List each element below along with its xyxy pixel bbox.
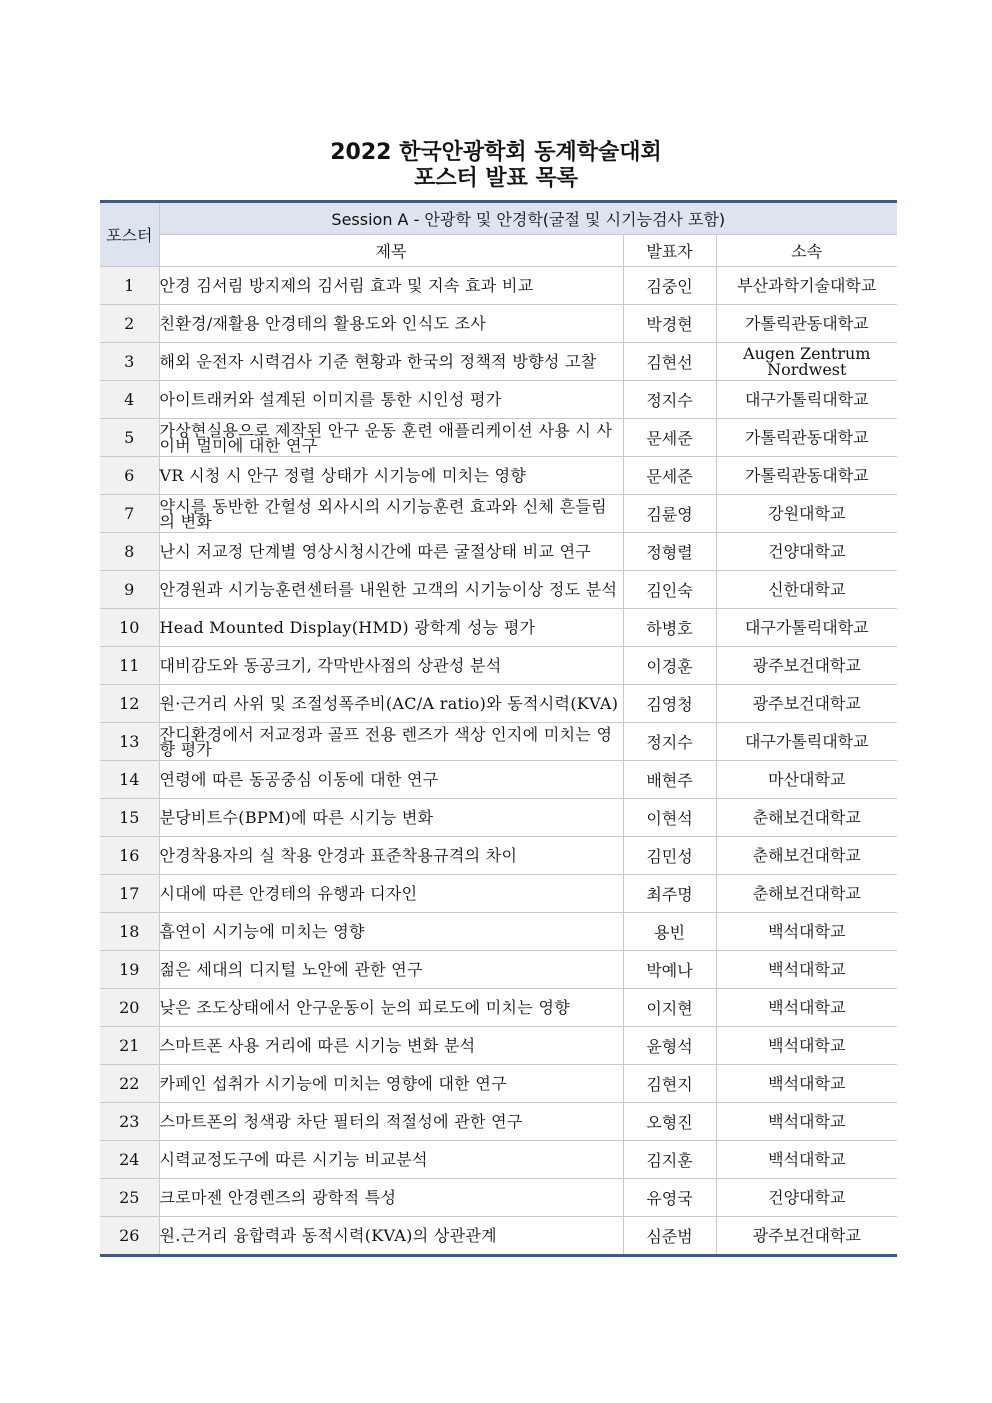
- presenter-name: 정지수: [623, 381, 716, 419]
- affiliation-name: 백석대학교: [716, 1065, 897, 1103]
- table-row: [100, 1103, 897, 1141]
- poster-title: 가상현실용으로 제작된 안구 운동 훈련 애플리케이션 사용 시 사이버 멀미에 대한 연구: [159, 419, 623, 457]
- affiliation-name: 대구가톨릭대학교: [716, 381, 897, 419]
- table-row: [100, 647, 897, 685]
- presenter-name: 김현지: [623, 1065, 716, 1103]
- table-row: [100, 343, 897, 381]
- affiliation-name: 춘해보건대학교: [716, 875, 897, 913]
- poster-number: 24: [100, 1141, 159, 1179]
- affiliation-name: 건양대학교: [716, 1179, 897, 1217]
- table-row: [100, 1217, 897, 1256]
- presenter-name: 최주명: [623, 875, 716, 913]
- affiliation-name: 백석대학교: [716, 913, 897, 951]
- poster-title: 흡연이 시기능에 미치는 영향: [159, 913, 623, 951]
- presenter-name: 이지현: [623, 989, 716, 1027]
- presenter-name: 심준범: [623, 1217, 716, 1256]
- poster-number: 17: [100, 875, 159, 913]
- presenter-name: 정지수: [623, 723, 716, 761]
- affiliation-name: 가톨릭관동대학교: [716, 457, 897, 495]
- affiliation-name: 광주보건대학교: [716, 685, 897, 723]
- poster-number: 11: [100, 647, 159, 685]
- presenter-name: 박경현: [623, 305, 716, 343]
- presenter-name: 하병호: [623, 609, 716, 647]
- table-row: [100, 571, 897, 609]
- poster-title: 원.근거리 융합력과 동적시력(KVA)의 상관관계: [159, 1217, 623, 1256]
- poster-rows: [100, 267, 897, 1256]
- table-row: [100, 305, 897, 343]
- poster-title: 대비감도와 동공크기, 각막반사점의 상관성 분석: [159, 647, 623, 685]
- poster-title: 안경착용자의 실 착용 안경과 표준착용규격의 차이: [159, 837, 623, 875]
- affiliation-name: 마산대학교: [716, 761, 897, 799]
- poster-title: VR 시청 시 안구 정렬 상태가 시기능에 미치는 영향: [159, 457, 623, 495]
- table-row: [100, 267, 897, 305]
- poster-number: 3: [100, 343, 159, 381]
- table-row: [100, 609, 897, 647]
- table-row: [100, 419, 897, 457]
- poster-title: 잔디환경에서 저교정과 골프 전용 렌즈가 색상 인지에 미치는 영향 평가: [159, 723, 623, 761]
- presenter-name: 김인숙: [623, 571, 716, 609]
- poster-title: 카페인 섭취가 시기능에 미치는 영향에 대한 연구: [159, 1065, 623, 1103]
- poster-title: 젊은 세대의 디지털 노안에 관한 연구: [159, 951, 623, 989]
- presenter-name: 정형렬: [623, 533, 716, 571]
- document-subtitle: 포스터 발표 목록: [413, 166, 579, 191]
- poster-number: 7: [100, 495, 159, 533]
- presenter-name: 이현석: [623, 799, 716, 837]
- presenter-name: 오형진: [623, 1103, 716, 1141]
- affiliation-name: 백석대학교: [716, 989, 897, 1027]
- presenter-name: 배현주: [623, 761, 716, 799]
- poster-title: 낮은 조도상태에서 안구운동이 눈의 피로도에 미치는 영향: [159, 989, 623, 1027]
- poster-title: 크로마젠 안경렌즈의 광학적 특성: [159, 1179, 623, 1217]
- affiliation-name: 가톨릭관동대학교: [716, 419, 897, 457]
- poster-number: 2: [100, 305, 159, 343]
- poster-title: 약시를 동반한 간헐성 외사시의 시기능훈련 효과와 신체 흔들림의 변화: [159, 495, 623, 533]
- poster-title: 시대에 따른 안경테의 유행과 디자인: [159, 875, 623, 913]
- affiliation-name: 건양대학교: [716, 533, 897, 571]
- presenter-name: 문세준: [623, 457, 716, 495]
- table-row: [100, 951, 897, 989]
- poster-title: 스마트폰의 청색광 차단 필터의 적절성에 관한 연구: [159, 1103, 623, 1141]
- poster-title: 원·근거리 사위 및 조절성폭주비(AC/A ratio)와 동적시력(KVA): [159, 685, 623, 723]
- poster-number: 6: [100, 457, 159, 495]
- presenter-name: 김륜영: [623, 495, 716, 533]
- presenter-name: 김지훈: [623, 1141, 716, 1179]
- poster-number: 5: [100, 419, 159, 457]
- affiliation-name: 신한대학교: [716, 571, 897, 609]
- affiliation-column-header: 소속: [716, 235, 897, 267]
- poster-number: 21: [100, 1027, 159, 1065]
- poster-number: 25: [100, 1179, 159, 1217]
- poster-number: 8: [100, 533, 159, 571]
- affiliation-name: 백석대학교: [716, 1027, 897, 1065]
- poster-number: 20: [100, 989, 159, 1027]
- affiliation-name: 가톨릭관동대학교: [716, 305, 897, 343]
- affiliation-name: 대구가톨릭대학교: [716, 609, 897, 647]
- presenter-name: 김영청: [623, 685, 716, 723]
- presenter-name: 이경훈: [623, 647, 716, 685]
- table-row: [100, 1065, 897, 1103]
- document-title: 2022 한국안광학회 동계학술대회: [330, 140, 662, 165]
- poster-number: 10: [100, 609, 159, 647]
- table-row: [100, 533, 897, 571]
- affiliation-name: 백석대학교: [716, 951, 897, 989]
- affiliation-name: 춘해보건대학교: [716, 799, 897, 837]
- poster-title: 연령에 따른 동공중심 이동에 대한 연구: [159, 761, 623, 799]
- poster-title: 스마트폰 사용 거리에 따른 시기능 변화 분석: [159, 1027, 623, 1065]
- table-row: [100, 723, 897, 761]
- presenter-name: 김중인: [623, 267, 716, 305]
- poster-number: 4: [100, 381, 159, 419]
- presenter-name: 김민성: [623, 837, 716, 875]
- table-row: [100, 1027, 897, 1065]
- presenter-name: 박예나: [623, 951, 716, 989]
- poster-title: 분당비트수(BPM)에 따른 시기능 변화: [159, 799, 623, 837]
- table-row: [100, 875, 897, 913]
- presenter-column-header: 발표자: [623, 235, 716, 267]
- poster-title: Head Mounted Display(HMD) 광학계 성능 평가: [159, 609, 623, 647]
- poster-title: 해외 운전자 시력검사 기준 현황과 한국의 정책적 방향성 고찰: [159, 343, 623, 381]
- table-row: [100, 1179, 897, 1217]
- poster-number: 12: [100, 685, 159, 723]
- presenter-name: 김현선: [623, 343, 716, 381]
- poster-title: 안경 김서림 방지제의 김서림 효과 및 지속 효과 비교: [159, 267, 623, 305]
- poster-number: 19: [100, 951, 159, 989]
- poster-number: 16: [100, 837, 159, 875]
- affiliation-name: 광주보건대학교: [716, 1217, 897, 1256]
- poster-number: 14: [100, 761, 159, 799]
- poster-table: [100, 200, 897, 1257]
- affiliation-name: Augen Zentrum Nordwest: [716, 343, 897, 381]
- table-row: [100, 989, 897, 1027]
- table-row: [100, 495, 897, 533]
- table-row: [100, 761, 897, 799]
- table-row: [100, 1141, 897, 1179]
- table-row: [100, 799, 897, 837]
- poster-title: 난시 저교정 단계별 영상시청시간에 따른 굴절상태 비교 연구: [159, 533, 623, 571]
- poster-number: 23: [100, 1103, 159, 1141]
- poster-number: 26: [100, 1217, 159, 1256]
- poster-title: 안경원과 시기능훈련센터를 내원한 고객의 시기능이상 정도 분석: [159, 571, 623, 609]
- affiliation-name: 부산과학기술대학교: [716, 267, 897, 305]
- table-row: [100, 685, 897, 723]
- title-column-header: 제목: [159, 235, 623, 267]
- table-row: [100, 913, 897, 951]
- presenter-name: 문세준: [623, 419, 716, 457]
- poster-number: 1: [100, 267, 159, 305]
- poster-title: 시력교정도구에 따른 시기능 비교분석: [159, 1141, 623, 1179]
- table-row: [100, 457, 897, 495]
- affiliation-name: 강원대학교: [716, 495, 897, 533]
- poster-title: 친환경/재활용 안경테의 활용도와 인식도 조사: [159, 305, 623, 343]
- poster-number: 18: [100, 913, 159, 951]
- affiliation-name: 백석대학교: [716, 1103, 897, 1141]
- presenter-name: 유영국: [623, 1179, 716, 1217]
- presenter-name: 윤형석: [623, 1027, 716, 1065]
- poster-number: 22: [100, 1065, 159, 1103]
- affiliation-name: 춘해보건대학교: [716, 837, 897, 875]
- poster-number: 9: [100, 571, 159, 609]
- affiliation-name: 백석대학교: [716, 1141, 897, 1179]
- session-header: Session A - 안광학 및 안경학(굴절 및 시기능검사 포함): [159, 202, 897, 235]
- presenter-name: 용빈: [623, 913, 716, 951]
- poster-number: 13: [100, 723, 159, 761]
- poster-title: 아이트래커와 설계된 이미지를 통한 시인성 평가: [159, 381, 623, 419]
- table-row: [100, 381, 897, 419]
- table-row: [100, 837, 897, 875]
- poster-number: 15: [100, 799, 159, 837]
- affiliation-name: 대구가톨릭대학교: [716, 723, 897, 761]
- poster-number-header: 포스터: [100, 202, 159, 267]
- affiliation-name: 광주보건대학교: [716, 647, 897, 685]
